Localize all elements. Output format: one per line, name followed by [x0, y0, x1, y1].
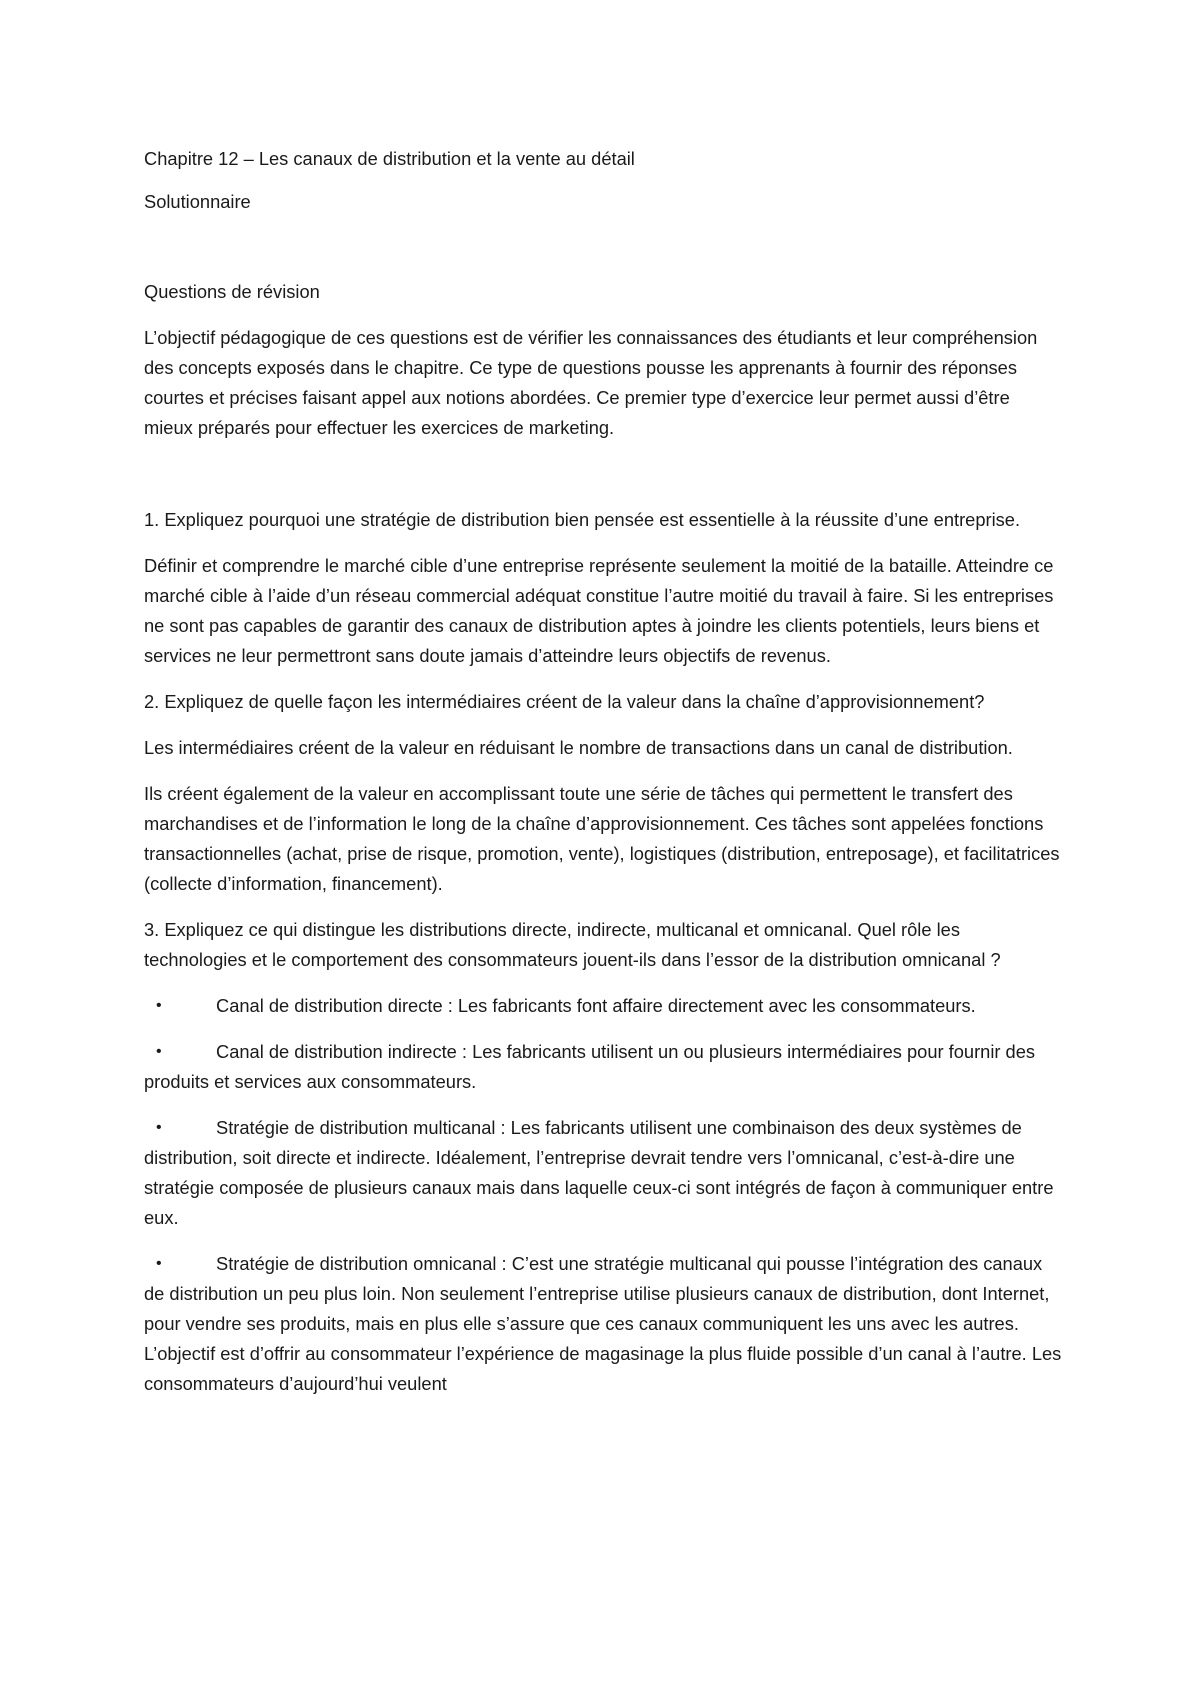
document-body: [144, 144, 1062, 1399]
answer-2-paragraph-1: Les intermédiaires créent de la valeur en réduisant le nombre de transactions dans un canal de distribution.: [144, 737, 1013, 758]
chapter-title: Chapitre 12 – Les canaux de distribution et la vente au détail: [144, 148, 635, 169]
section-heading: Questions de révision: [144, 281, 320, 302]
answer-1: Définir et comprendre le marché cible d’une entreprise représente seulement la moitié de la bataille. Atteindre ce marché cible à l’aide d’un réseau commercial adéquat constitue l’autre moitié du travail à faire. Si les entreprises ne sont pas capables de garantir des canaux de distribution aptes à joindre les clients potentiels, leurs biens et services ne leur permettront sans doute jamais d’atteindre leurs objectifs de revenus.: [144, 555, 1054, 666]
bullet-icon: •: [156, 997, 162, 1014]
bullet-item-indirect: [144, 1037, 1062, 1097]
intro-paragraph: L’objectif pédagogique de ces questions est de vérifier les connaissances des étudiants et leur compréhension des concepts exposés dans le chapitre. Ce type de questions pousse les apprenants à fournir des réponses courtes et précises faisant appel aux notions abordées. Ce premier type d’exercice leur permet aussi d’être mieux préparés pour effectuer les exercices de marketing.: [144, 327, 1038, 438]
bullet-text: Stratégie de distribution multicanal : Les fabricants utilisent une combinaison des deux systèmes de distribution, soit directe et indirecte. Idéalement, l’entreprise devrait tendre vers l’omnicanal, c’est-à-dire une stratégie composée de plusieurs canaux mais dans laquelle ceux-ci sont intégrés de façon à communiquer entre eux.: [144, 1117, 1054, 1228]
question-1: 1. Expliquez pourquoi une stratégie de distribution bien pensée est essentielle à la réussite d’une entreprise.: [144, 509, 1021, 530]
document-subtitle: Solutionnaire: [144, 191, 251, 212]
bullet-icon: •: [156, 1043, 162, 1060]
bullet-icon: •: [156, 1119, 162, 1136]
bullet-item-multicanal: [144, 1113, 1062, 1233]
bullet-item-omnicanal: [144, 1249, 1062, 1399]
answer-2-paragraph-2: Ils créent également de la valeur en accomplissant toute une série de tâches qui permettent le transfert des marchandises et de l’information le long de la chaîne d’approvisionnement. Ces tâches sont appelées fonctions transactionnelles (achat, prise de risque, promotion, vente), logistiques (distribution, entreposage), et facilitatrices (collecte d’information, financement).: [144, 783, 1060, 894]
bullet-text: Canal de distribution directe : Les fabricants font affaire directement avec les consommateurs.: [216, 995, 976, 1016]
question-3: 3. Expliquez ce qui distingue les distributions directe, indirecte, multicanal et omnicanal. Quel rôle les technologies et le comportement des consommateurs jouent-ils dans l’essor de la distribution omnicanal ?: [144, 919, 1001, 970]
question-2: 2. Expliquez de quelle façon les intermédiaires créent de la valeur dans la chaîne d’approvisionnement?: [144, 691, 985, 712]
bullet-text: Stratégie de distribution omnicanal : C’est une stratégie multicanal qui pousse l’intégration des canaux de distribution un peu plus loin. Non seulement l’entreprise utilise plusieurs canaux de distribution, dont Internet, pour vendre ses produits, mais en plus elle s’assure que ces canaux communiquent les uns avec les autres. L’objectif est d’offrir au consommateur l’expérience de magasinage la plus fluide possible d’un canal à l’autre. Les consommateurs d’aujourd’hui veulent: [144, 1253, 1062, 1394]
bullet-icon: •: [156, 1255, 162, 1272]
bullet-item-direct: [144, 991, 1062, 1021]
bullet-text: Canal de distribution indirecte : Les fabricants utilisent un ou plusieurs intermédiaires pour fournir des produits et services aux consommateurs.: [144, 1041, 1036, 1092]
